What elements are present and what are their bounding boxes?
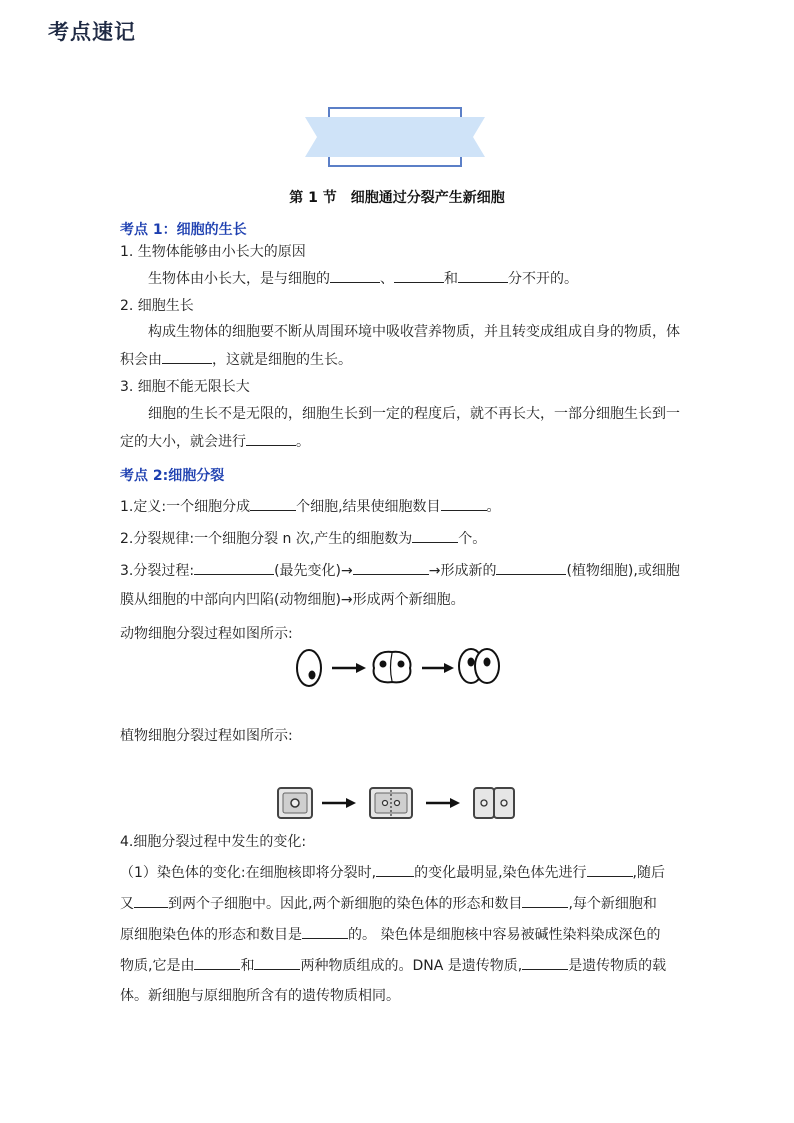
plant-cell-division-figure xyxy=(276,786,516,822)
animal-cell-division-figure xyxy=(292,644,504,688)
fill-blank[interactable] xyxy=(134,893,168,908)
changes-heading: 4.细胞分裂过程中发生的变化: xyxy=(120,834,307,850)
fill-blank[interactable] xyxy=(254,955,300,970)
item3-text-line2: 定的大小，就会进行 。 xyxy=(120,431,310,452)
item1-text: 生物体由小长大，是与细胞的 、 和 分不开的。 xyxy=(148,268,578,289)
plant-caption: 植物细胞分裂过程如图所示: xyxy=(120,728,293,744)
point2-heading: 考点 2:细胞分裂 xyxy=(120,468,225,484)
fill-blank[interactable] xyxy=(412,528,458,543)
item2-label: 2. 细胞生长 xyxy=(120,298,194,314)
fill-blank[interactable] xyxy=(441,496,487,511)
changes-line1: （1）染色体的变化:在细胞核即将分裂时, 的变化最明显,染色体先进行 ,随后 xyxy=(120,862,665,883)
changes-line3: 原细胞染色体的形态和数目是 的。 染色体是细胞核中容易被碱性染料染成深色的 xyxy=(120,924,660,945)
rule-line: 2.分裂规律:一个细胞分裂 n 次,产生的细胞数为 个。 xyxy=(120,528,486,549)
item3-label: 3. 细胞不能无限长大 xyxy=(120,379,250,395)
fill-blank[interactable] xyxy=(376,862,414,877)
animal-caption: 动物细胞分裂过程如图所示: xyxy=(120,626,293,642)
process-line2: 膜从细胞的中部向内凹陷(动物细胞)→形成两个新细胞。 xyxy=(120,592,465,608)
item2-text-line1: 构成生物体的细胞要不断从周围环境中吸收营养物质，并且转变成组成自身的物质，体 xyxy=(148,324,680,340)
banner-title: 考点速记 xyxy=(48,20,136,44)
fill-blank[interactable] xyxy=(587,862,633,877)
definition-line: 1.定义:一个细胞分成 个细胞,结果使细胞数目 。 xyxy=(120,496,501,517)
fill-blank[interactable] xyxy=(250,496,296,511)
section-title: 第 1 节 细胞通过分裂产生新细胞 xyxy=(289,190,505,206)
item3-text-line1: 细胞的生长不是无限的，细胞生长到一定的程度后，就不再长大，一部分细胞生长到一 xyxy=(148,406,680,422)
fill-blank[interactable] xyxy=(353,560,429,575)
changes-line5: 体。新细胞与原细胞所含有的遗传物质相同。 xyxy=(120,988,400,1004)
fill-blank[interactable] xyxy=(394,268,444,283)
fill-blank[interactable] xyxy=(496,560,566,575)
changes-line2: 又 到两个子细胞中。因此,两个新细胞的染色体的形态和数目 ,每个新细胞和 xyxy=(120,893,657,914)
fill-blank[interactable] xyxy=(330,268,380,283)
fill-blank[interactable] xyxy=(194,560,274,575)
fill-blank[interactable] xyxy=(458,268,508,283)
fill-blank[interactable] xyxy=(522,893,568,908)
fill-blank[interactable] xyxy=(246,431,296,446)
process-line1: 3.分裂过程: (最先变化)→ →形成新的 (植物细胞),或细胞 xyxy=(120,560,680,581)
fill-blank[interactable] xyxy=(194,955,240,970)
fill-blank[interactable] xyxy=(302,924,348,939)
fill-blank[interactable] xyxy=(162,349,212,364)
item2-text-line2: 积会由 ，这就是细胞的生长。 xyxy=(120,349,352,370)
changes-line4: 物质,它是由 和 两种物质组成的。DNA 是遗传物质, 是遗传物质的载 xyxy=(120,955,666,976)
fill-blank[interactable] xyxy=(522,955,568,970)
item1-label: 1. 生物体能够由小长大的原因 xyxy=(120,244,306,260)
point1-heading: 考点 1：细胞的生长 xyxy=(120,222,247,238)
banner-ribbon xyxy=(303,107,487,167)
